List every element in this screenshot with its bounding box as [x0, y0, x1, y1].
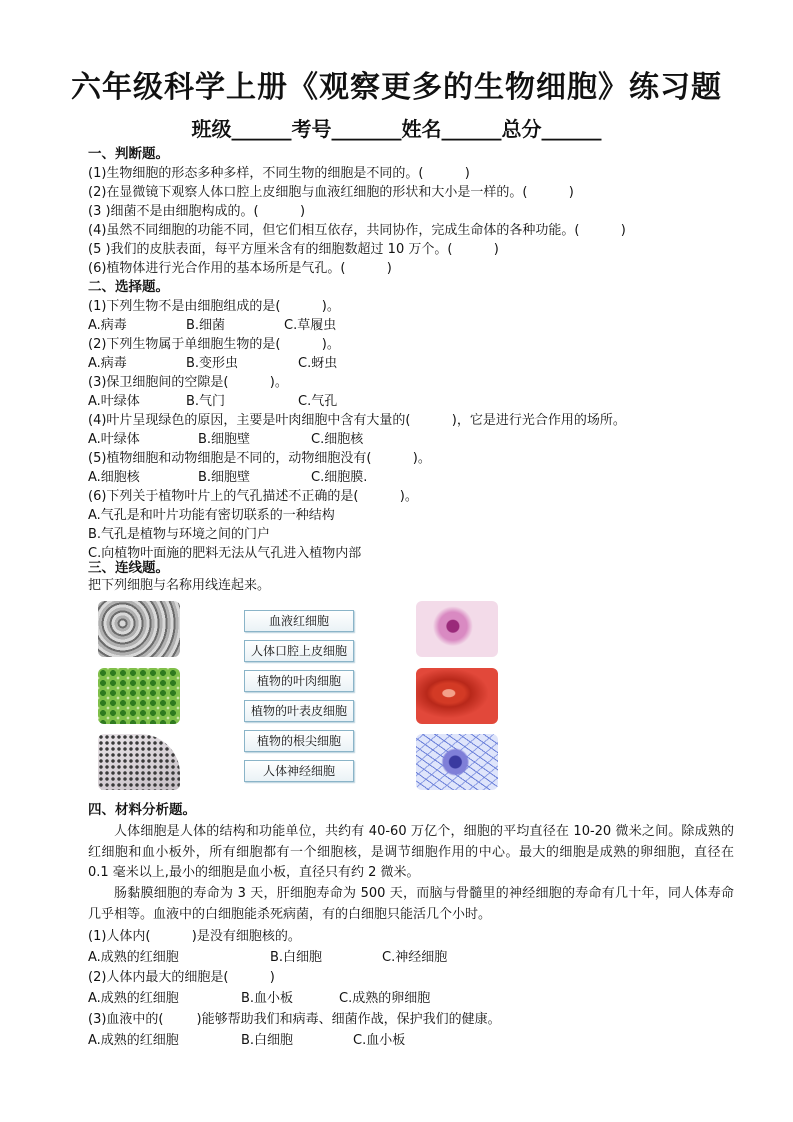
analysis-q1-option-c: C.神经细胞 — [382, 950, 448, 965]
judge-item-2: (2)在显微镜下观察人体口腔上皮细胞与血液红细胞的形状和大小是一样的。( ) — [88, 185, 574, 200]
section3-heading: 三、连线题。 — [88, 560, 169, 576]
choice-q5-stem: (5)植物细胞和动物细胞是不同的，动物细胞没有( )。 — [88, 451, 431, 466]
analysis-q2-option-a: A.成熟的红细胞 — [88, 991, 179, 1006]
mesophyll-cell-image — [98, 668, 180, 724]
choice-q2-option-a: A.病毒 — [88, 356, 127, 371]
analysis-q3-option-b: B.白细胞 — [241, 1033, 294, 1048]
choice-q4-stem: (4)叶片呈现绿色的原因，主要是叶肉细胞中含有大量的( )，它是进行光合作用的场所。 — [88, 413, 626, 428]
choice-q4-option-c: C.细胞核 — [311, 432, 364, 447]
root-tip-cell-image — [98, 734, 180, 790]
analysis-q1-option-b: B.白细胞 — [270, 950, 323, 965]
choice-q6-stem: (6)下列关于植物叶片上的气孔描述不正确的是( )。 — [88, 489, 418, 504]
choice-q3-option-b: B.气门 — [186, 394, 226, 409]
cell-name-leaf-epidermis-cell: 植物的叶表皮细胞 — [244, 700, 354, 722]
analysis-q3-stem: (3)血液中的( )能够帮助我们和病毒、细菌作战，保护我们的健康。 — [88, 1012, 501, 1027]
analysis-q1-stem: (1)人体内( )是没有细胞核的。 — [88, 929, 301, 944]
choice-q6-option-b: B.气孔是植物与环境之间的门户 — [88, 527, 271, 542]
judge-item-5: (5 )我们的皮肤表面，每平方厘米含有的细胞数超过 10 万个。( ) — [88, 242, 499, 257]
red-blood-cell-image — [416, 668, 498, 724]
choice-q4-option-a: A.叶绿体 — [88, 432, 140, 447]
cell-name-leaf-mesophyll-cell: 植物的叶肉细胞 — [244, 670, 354, 692]
choice-q3-option-c: C.气孔 — [298, 394, 338, 409]
choice-q1-option-c: C.草履虫 — [284, 318, 337, 333]
student-info-line: 班级______考号_______姓名______总分______ — [191, 117, 602, 141]
section1-heading: 一、判断题。 — [88, 146, 169, 162]
section4-heading: 四、材料分析题。 — [88, 802, 196, 818]
choice-q2-stem: (2)下列生物属于单细胞生物的是( )。 — [88, 337, 340, 352]
choice-q3-stem: (3)保卫细胞间的空隙是( )。 — [88, 375, 288, 390]
analysis-q2-option-c: C.成熟的卵细胞 — [339, 991, 431, 1006]
choice-q3-option-a: A.叶绿体 — [88, 394, 140, 409]
section3-instruction: 把下列细胞与名称用线连起来。 — [88, 578, 271, 593]
oral-epithelial-cell-image — [416, 601, 498, 657]
choice-q1-stem: (1)下列生物不是由细胞组成的是( )。 — [88, 299, 340, 314]
choice-q5-option-a: A.细胞核 — [88, 470, 140, 485]
choice-q4-option-b: B.细胞壁 — [198, 432, 251, 447]
cell-name-root-tip-cell: 植物的根尖细胞 — [244, 730, 354, 752]
analysis-q1-option-a: A.成熟的红细胞 — [88, 950, 179, 965]
judge-item-1: (1)生物细胞的形态多种多样，不同生物的细胞是不同的。( ) — [88, 166, 470, 181]
judge-item-3: (3 )细菌不是由细胞构成的。( ) — [88, 204, 306, 219]
epidermis-cell-image — [98, 601, 180, 657]
nerve-cell-image — [416, 734, 498, 790]
analysis-q2-stem: (2)人体内最大的细胞是( ) — [88, 970, 275, 985]
choice-q6-option-c: C.向植物叶面施的肥料无法从气孔进入植物内部 — [88, 546, 362, 561]
choice-q6-option-a: A.气孔是和叶片功能有密切联系的一种结构 — [88, 508, 335, 523]
cell-name-red-blood-cell: 血液红细胞 — [244, 610, 354, 632]
choice-q2-option-b: B.变形虫 — [186, 356, 239, 371]
choice-q1-option-a: A.病毒 — [88, 318, 127, 333]
section2-heading: 二、选择题。 — [88, 279, 169, 295]
cell-name-nerve-cell: 人体神经细胞 — [244, 760, 354, 782]
analysis-q3-option-a: A.成熟的红细胞 — [88, 1033, 179, 1048]
analysis-q2-option-b: B.血小板 — [241, 991, 294, 1006]
page-title: 六年级科学上册《观察更多的生物细胞》练习题 — [71, 70, 722, 105]
choice-q5-option-b: B.细胞壁 — [198, 470, 251, 485]
choice-q5-option-c: C.细胞膜. — [311, 470, 368, 485]
cell-name-oral-epithelial-cell: 人体口腔上皮细胞 — [244, 640, 354, 662]
judge-item-4: (4)虽然不同细胞的功能不同，但它们相互依存，共同协作，完成生命体的各种功能。( ) — [88, 223, 626, 238]
analysis-q3-option-c: C.血小板 — [353, 1033, 406, 1048]
judge-item-6: (6)植物体进行光合作用的基本场所是气孔。( ) — [88, 261, 392, 276]
material-paragraph-1: 人体细胞是人体的结构和功能单位，共约有 40-60 万亿个，细胞的平均直径在 10-20 微米之间。除成熟的红细胞和血小板外，所有细胞都有一个细胞核，是调节细胞作用的中心。最大的细胞是成熟的卵细胞，直径在 0.1 毫米以上,最小的细胞是血小板，直径只有约 2 微米。 — [88, 824, 734, 880]
choice-q1-option-b: B.细菌 — [186, 318, 226, 333]
choice-q2-option-c: C.蚜虫 — [298, 356, 338, 371]
material-paragraph-2: 肠黏膜细胞的寿命为 3 天，肝细胞寿命为 500 天，而脑与骨髓里的神经细胞的寿命有几十年，同人体寿命几乎相等。血液中的白细胞能杀死病菌，有的白细胞只能活几个小时。 — [88, 886, 734, 922]
